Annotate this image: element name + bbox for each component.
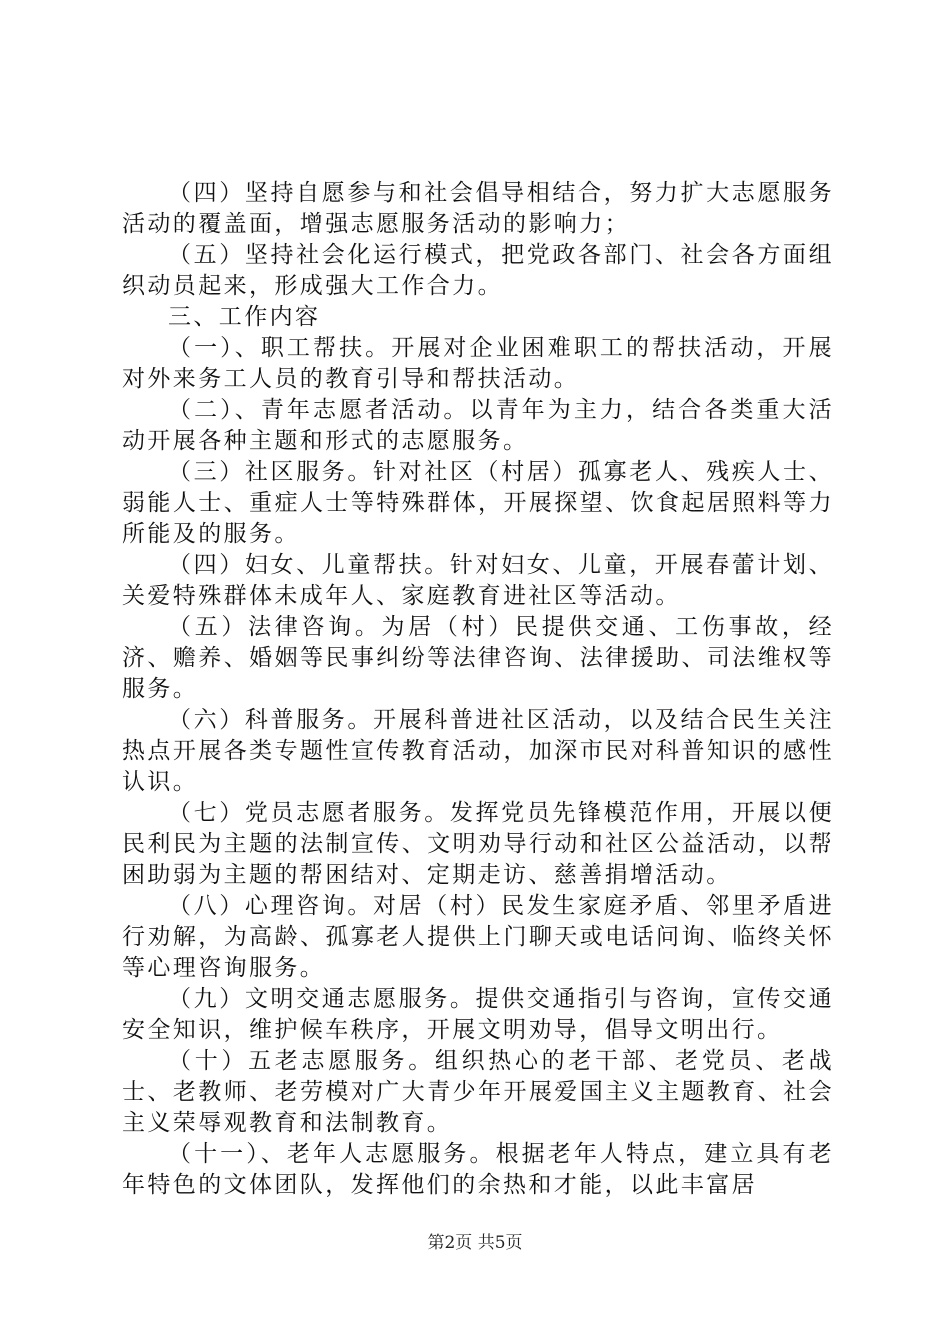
paragraph: （九）文明交通志愿服务。提供交通指引与咨询，宣传交通安全知识，维护候车秩序，开展文明劝导，倡导文明出行。 <box>122 986 834 1043</box>
paragraph: （十一）、老年人志愿服务。根据老年人特点，建立具有老年特色的文体团队，发挥他们的余热和才能，以此丰富居 <box>122 1141 834 1198</box>
document-body <box>122 178 834 1201</box>
paragraph: （三）社区服务。针对社区（村居）孤寡老人、残疾人士、弱能人士、重症人士等特殊群体，开展探望、饮食起居照料等力所能及的服务。 <box>122 459 834 547</box>
paragraph: （四）妇女、儿童帮扶。针对妇女、儿童，开展春蕾计划、关爱特殊群体未成年人、家庭教育进社区等活动。 <box>122 552 834 609</box>
section-heading: 三、工作内容 <box>168 304 321 330</box>
paragraph: （五）坚持社会化运行模式，把党政各部门、社会各方面组织动员起来，形成强大工作合力。 <box>122 242 834 299</box>
paragraph: （十）五老志愿服务。组织热心的老干部、老党员、老战士、老教师、老劳模对广大青少年开展爱国主义主题教育、社会主义荣辱观教育和法制教育。 <box>122 1048 834 1136</box>
paragraph: （二）、青年志愿者活动。以青年为主力，结合各类重大活动开展各种主题和形式的志愿服务。 <box>122 397 834 454</box>
paragraph: （八）心理咨询。对居（村）民发生家庭矛盾、邻里矛盾进行劝解，为高龄、孤寡老人提供上门聊天或电话问询、临终关怀等心理咨询服务。 <box>122 893 834 981</box>
paragraph: （五）法律咨询。为居（村）民提供交通、工伤事故，经济、赡养、婚姻等民事纠纷等法律咨询、法律援助、司法维权等服务。 <box>122 614 834 702</box>
paragraph: （六）科普服务。开展科普进社区活动，以及结合民生关注热点开展各类专题性宣传教育活动，加深市民对科普知识的感性认识。 <box>122 707 834 795</box>
paragraph: （一）、职工帮扶。开展对企业困难职工的帮扶活动，开展对外来务工人员的教育引导和帮扶活动。 <box>122 335 834 392</box>
page-number-footer: 第2页 共5页 <box>427 1233 523 1253</box>
paragraph: （七）党员志愿者服务。发挥党员先锋模范作用，开展以便民利民为主题的法制宣传、文明劝导行动和社区公益活动，以帮困助弱为主题的帮困结对、定期走访、慈善捐增活动。 <box>122 800 834 888</box>
paragraph: （四）坚持自愿参与和社会倡导相结合，努力扩大志愿服务活动的覆盖面，增强志愿服务活动的影响力； <box>122 180 834 237</box>
